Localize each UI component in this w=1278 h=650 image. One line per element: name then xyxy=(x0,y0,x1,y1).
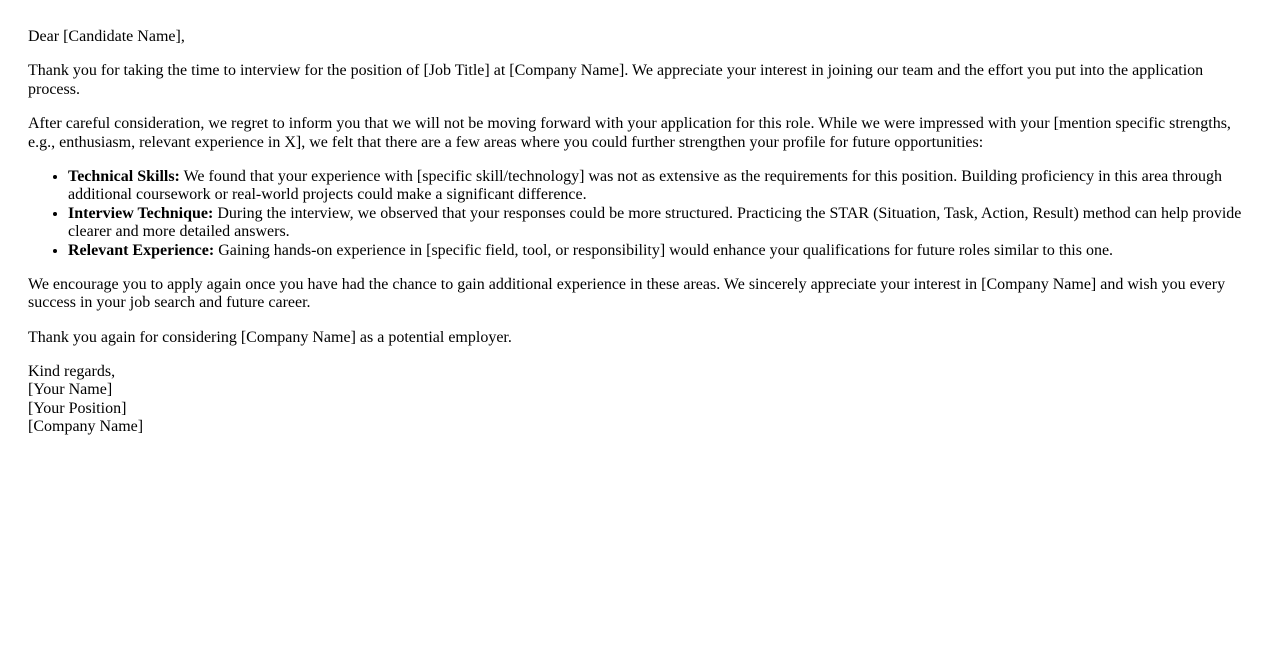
salutation: Dear [Candidate Name], xyxy=(28,28,185,45)
feedback-text: We found that your experience with [specific skill/technology] was not as extensive as the requirements for this position. Building proficiency in this area through additional coursework or real-world projects could make a significant difference. xyxy=(68,167,1223,204)
feedback-text: During the interview, we observed that your responses could be more structured. Practicing the STAR (Situation, Task, Action, Result) method can help provide clearer and more detailed answers. xyxy=(68,204,1242,241)
signature-block xyxy=(28,363,1250,437)
valediction: Kind regards, xyxy=(28,363,116,381)
list-item-technical-skills xyxy=(68,168,1250,205)
paragraph-decision: After careful consideration, we regret to inform you that we will not be moving forward with your application for this role. While we were impressed with your [mention specific strengths, e.g., enthusiasm, relevant experience in X], we felt that there are a few areas where you could further strengthen your profile for future opportunities: xyxy=(28,115,1231,151)
signature-name: [Your Name] xyxy=(28,381,113,399)
feedback-label: Interview Technique: xyxy=(68,204,214,222)
list-item-interview-technique xyxy=(68,205,1250,242)
signature-company: [Company Name] xyxy=(28,418,144,436)
paragraph-intro: Thank you for taking the time to interview for the position of [Job Title] at [Company Name]. We appreciate your interest in joining our team and the effort you put into the application process. xyxy=(28,62,1204,98)
paragraph-encouragement: We encourage you to apply again once you have had the chance to gain additional experience in these areas. We sincerely appreciate your interest in [Company Name] and wish you every success in your job search and future career. xyxy=(28,275,1226,312)
feedback-label: Relevant Experience: xyxy=(68,241,215,259)
feedback-label: Technical Skills: xyxy=(68,167,180,185)
signature-position: [Your Position] xyxy=(28,399,127,417)
list-item-relevant-experience xyxy=(68,242,1250,260)
feedback-text: Gaining hands-on experience in [specific field, tool, or responsibility] would enhance your qualifications for future roles similar to this one. xyxy=(214,241,1114,259)
feedback-list xyxy=(28,168,1250,260)
paragraph-thanks: Thank you again for considering [Company Name] as a potential employer. xyxy=(28,328,512,346)
